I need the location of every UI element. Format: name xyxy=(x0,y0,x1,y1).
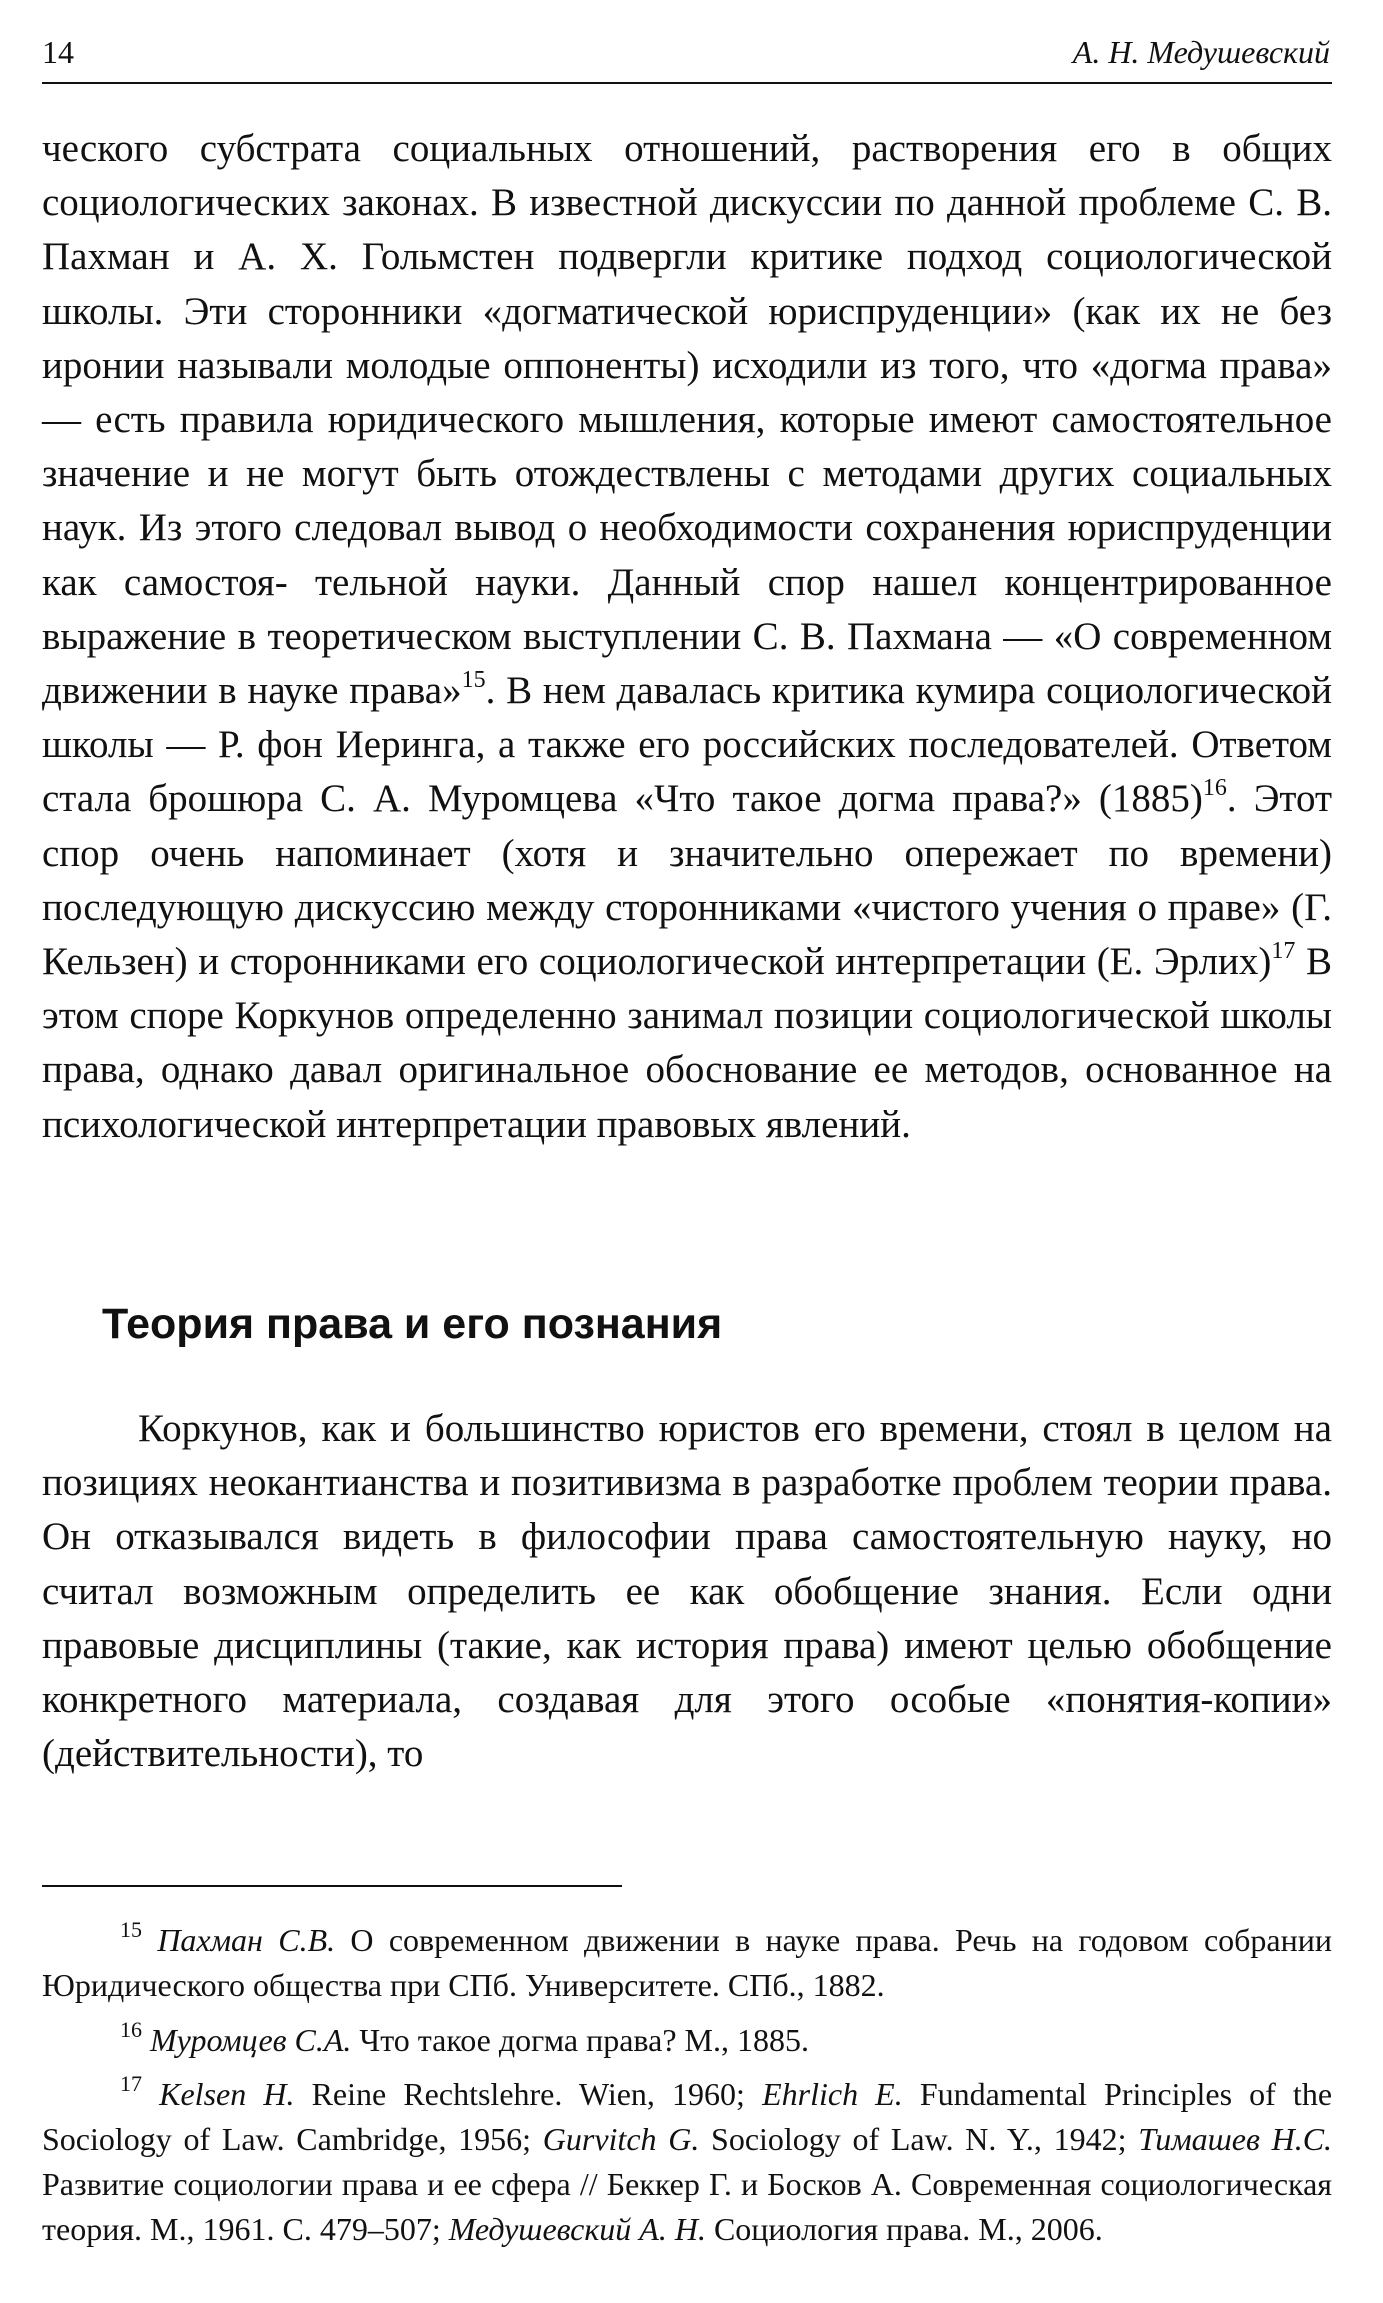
footnote-text: О современном движении в науке права. Речь на годовом собрании Юридического общества при СПб. Университете. СПб., 1882. xyxy=(42,1922,1333,2003)
paragraph-text: . Этот спор очень напоминает (хотя и значительно опережает по времени) последующую дискуссию между сторонниками «чистого учения о праве» (Г. Кельзен) и сторонниками его социологической интерпретации (Е. Эрлих) xyxy=(42,777,1332,984)
footnote-16 xyxy=(42,2018,1332,2063)
page-header xyxy=(42,30,1332,84)
footnote-text: Reine Rechtslehre. Wien, 1960; xyxy=(294,2076,763,2113)
footnote-author: Тимашев Н.С. xyxy=(1138,2121,1333,2158)
main-text-block xyxy=(42,122,1332,1152)
footnote-separator xyxy=(42,1885,622,1887)
footnote-ref-16: 16 xyxy=(1202,775,1227,802)
footnote-number: 17 xyxy=(120,2071,142,2097)
running-head-author: А. Н. Медушевский xyxy=(1072,34,1330,70)
footnote-author: Пахман С.В. xyxy=(157,1922,336,1958)
footnote-text: Что такое догма права? М., 1885. xyxy=(351,2021,809,2058)
section-heading: Теория права и его познания xyxy=(102,1300,723,1348)
footnote-number: 15 xyxy=(120,1917,142,1942)
footnote-number: 16 xyxy=(120,2016,142,2042)
footnote-author: Ehrlich E. xyxy=(762,2076,903,2113)
footnotes xyxy=(42,1918,1332,2262)
paragraph-text: ческого субстрата социальных отношений, растворения его в общих социологических законах. В известной дискуссии по данной проблеме С. В. Пахман и А. Х. Гольмстен подвергли критике подход социологической школы. Эти сторонники «догматической юриспруденции» (как их не без иронии называли молодые оппоненты) исходили из того, что «догма права» — есть правила юридического мышления, которые имеют самостоятельное значение и не могут быть отождествлены с методами других социальных наук. Из этого следовал вывод о необходимости сохранения юриспруденции как самостоя- тельной науки. Данный спор нашел концентрированное выражение в теоретическом выступлении С. В. Пахмана — «О современном движении в науке права» xyxy=(42,127,1332,713)
footnote-text: Sociology of Law. N. Y., 1942; xyxy=(699,2121,1139,2158)
section-text-block xyxy=(42,1402,1332,1781)
footnote-17 xyxy=(42,2072,1332,2251)
paragraph-text: В этом споре Коркунов определенно занимал позиции социологической школы права, однако давал оригинальное обоснование ее методов, основанное на психологической интерпретации правовых явлений. xyxy=(42,940,1333,1146)
footnote-ref-15: 15 xyxy=(461,667,486,694)
footnote-15 xyxy=(42,1918,1332,2008)
paragraph-continued xyxy=(42,122,1332,1152)
page-number: 14 xyxy=(42,34,74,70)
footnote-author: Gurvitch G. xyxy=(542,2121,700,2158)
footnote-text: Социология права. М., 2006. xyxy=(705,2210,1103,2247)
footnote-text: Fundamental Principles of the Sociology of Law. Cambridge, 1956; xyxy=(42,2076,1333,2158)
footnote-ref-17: 17 xyxy=(1271,938,1296,965)
footnote-author: Муромцев С.А. xyxy=(150,2021,352,2058)
paragraph-text: . В нем давалась критика кумира социологической школы — Р. фон Иеринга, а также его российских последователей. Ответом стала брошюра С. А. Муромцева «Что такое догма права?» (1885) xyxy=(42,669,1332,821)
section-paragraph: Коркунов, как и большинство юристов его времени, стоял в целом на позициях неокантианства и позитивизма в разработке проблем теории права. Он отказывался видеть в философии права самостоятельную науку, но считал возможным определить ее как обобщение знания. Если одни правовые дисциплины (такие, как история права) имеют целью обобщение конкретного материала, создавая для этого особые «понятия-копии» (действительности), то xyxy=(42,1407,1332,1776)
footnote-text: Развитие социологии права и ее сфера // Беккер Г. и Босков А. Современная социологическая теория. М., 1961. С. 479–507; xyxy=(42,2165,1332,2247)
footnote-author: Медушевский А. Н. xyxy=(448,2210,706,2247)
footnote-author: Kelsen H. xyxy=(159,2076,295,2113)
